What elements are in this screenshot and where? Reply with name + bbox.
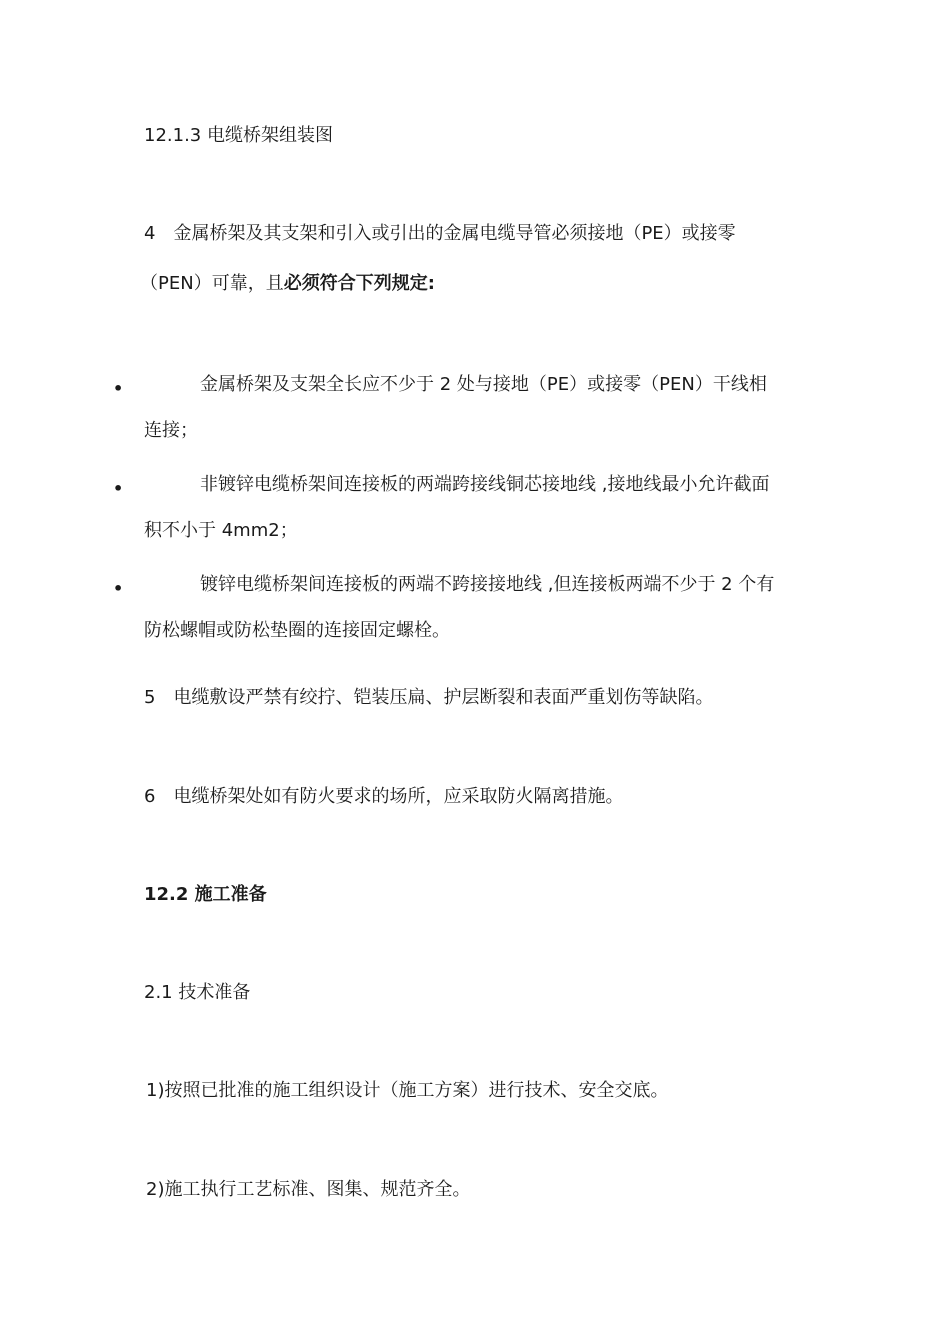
section-heading-12-1-3: 12.1.3 电缆桥架组装图 bbox=[144, 125, 333, 146]
bullet-icon: • bbox=[113, 379, 124, 398]
subsection-heading-2-1: 2.1 技术准备 bbox=[144, 982, 251, 1003]
bullet-3-line-1: 镀锌电缆桥架间连接板的两端不跨接接地线 ,但连接板两端不少于 2 个有 bbox=[200, 574, 775, 595]
item-4-line-2 bbox=[140, 272, 435, 296]
item-6: 6 电缆桥架处如有防火要求的场所，应采取防火隔离措施。 bbox=[144, 786, 624, 807]
bullet-1-line-1: 金属桥架及支架全长应不少于 2 处与接地（PE）或接零（PEN）干线相 bbox=[200, 374, 767, 395]
section-heading-12-2: 12.2 施工准备 bbox=[144, 884, 267, 905]
bullet-icon: • bbox=[113, 479, 124, 498]
item-4-line-1: 4 金属桥架及其支架和引入或引出的金属电缆导管必须接地（PE）或接零 bbox=[144, 223, 736, 244]
bullet-1-line-2: 连接； bbox=[144, 420, 198, 441]
item-4-emphasis: 必须符合下列规定: bbox=[283, 273, 435, 294]
bullet-3-line-2: 防松螺帽或防松垫圈的连接固定螺栓。 bbox=[144, 620, 450, 641]
step-2: 2)施工执行工艺标准、图集、规范齐全。 bbox=[146, 1179, 471, 1200]
item-5: 5 电缆敷设严禁有绞拧、铠装压扁、护层断裂和表面严重划伤等缺陷。 bbox=[144, 687, 714, 708]
bullet-2-line-2: 积不小于 4mm2； bbox=[144, 520, 298, 541]
step-1: 1)按照已批准的施工组织设计（施工方案）进行技术、安全交底。 bbox=[146, 1080, 669, 1101]
bullet-2-line-1: 非镀锌电缆桥架间连接板的两端跨接线铜芯接地线 ,接地线最小允许截面 bbox=[200, 474, 770, 495]
bullet-icon: • bbox=[113, 579, 124, 598]
item-4-line-2-text: （PEN）可靠，且 bbox=[140, 273, 284, 294]
